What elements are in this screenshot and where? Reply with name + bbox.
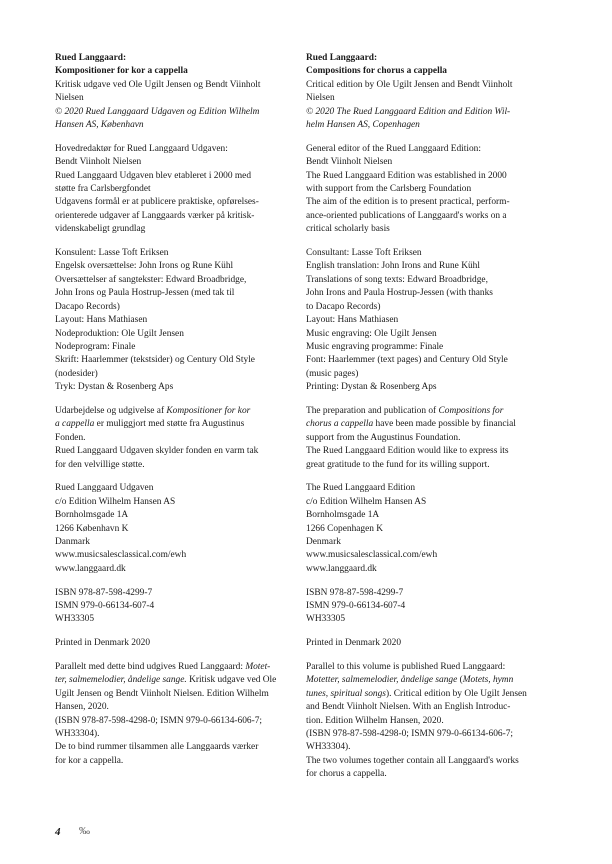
support-text: Udarbejdelse og udgivelse af (55, 405, 167, 416)
editor-line: ance-oriented publications of Langgaard's works on a (306, 210, 507, 221)
support-title-italic: chorus a cappella (306, 419, 374, 430)
isbn-block (55, 587, 283, 627)
credit-line: English translation: John Irons and Rune Kühl (306, 261, 480, 272)
parallel-line: tion. Edition Wilhelm Hansen, 2020. (306, 715, 444, 726)
editor-line: Rued Langgaard Udgaven blev etableret i 2000 med (55, 170, 252, 181)
credit-line: Dacapo Records) (55, 301, 120, 312)
parallel-line: for kor a cappella. (55, 755, 124, 766)
support-block (306, 405, 534, 472)
editor-block (306, 143, 534, 237)
page-footer (55, 825, 90, 838)
address-block (306, 482, 534, 576)
isbn-block (306, 587, 534, 627)
credit-line: Printing: Dystan & Rosenberg Aps (306, 382, 437, 393)
editor-line: orienterede udgaver af Langgaards værker på kritisk- (55, 210, 255, 221)
address-line: Danmark (55, 536, 90, 547)
credit-line: Music engraving programme: Finale (306, 341, 444, 352)
editor-line: The Rued Langgaard Edition was established in 2000 (306, 170, 507, 181)
title-line: Rued Langgaard: (55, 53, 127, 63)
title-line: Kompositioner for kor a cappella (55, 66, 188, 77)
parallel-title-italic: tunes, spiritual songs (306, 688, 386, 699)
parallel-title-italic: ter, salmemelodier, åndelige sange. (55, 675, 187, 686)
support-line (55, 405, 283, 418)
copyright-line: © 2020 Rued Langgaard Udgaven og Edition Wilhelm (55, 106, 260, 117)
copyright-line: helm Hansen AS, Copenhagen (306, 120, 420, 131)
address-line: Bornholmsgade 1A (55, 510, 129, 521)
address-line: c/o Edition Wilhelm Hansen AS (55, 496, 176, 507)
support-title-italic: a cappella (55, 419, 95, 430)
support-line (55, 418, 283, 431)
credit-line: John Irons and Paula Hostrup-Jessen (with thanks (306, 288, 493, 299)
credit-line: Nodeprogram: Finale (55, 341, 136, 352)
address-line: c/o Edition Wilhelm Hansen AS (306, 496, 427, 507)
support-line: for den velvillige støtte. (55, 459, 145, 470)
support-line (306, 418, 534, 431)
parallel-line (306, 674, 534, 687)
support-line: The Rued Langgaard Edition would like to express its (306, 446, 509, 457)
parallel-block (55, 661, 283, 768)
credit-line: Skrift: Haarlemmer (tekstsider) og Century Old Style (55, 355, 255, 366)
isbn-line: WH33305 (55, 614, 95, 625)
parallel-title-italic: Motet- (245, 661, 271, 672)
parallel-line (306, 688, 534, 701)
parallel-line: Ugilt Jensen og Bendt Viinholt Nielsen. Edition Wilhelm (55, 688, 269, 699)
printed-block (55, 637, 283, 650)
support-title-italic: Kompositioner for kor (166, 405, 251, 416)
printed-line: Printed in Denmark 2020 (306, 638, 402, 649)
title-block (55, 52, 283, 132)
support-line: Rued Langgaard Udgaven skylder fonden en varm tak (55, 446, 259, 457)
address-line: Denmark (306, 536, 341, 547)
address-line: Bornholmsgade 1A (306, 510, 380, 521)
address-line: 1266 Copenhagen K (306, 523, 384, 534)
parallel-text: ). Critical edition by Ole Ugilt Jensen (385, 688, 527, 699)
website-link[interactable]: www.langgaard.dk (55, 563, 126, 574)
parallel-line: (ISBN 978-87-598-4298-0; ISMN 979-0-66134-606-7; (306, 729, 514, 740)
left-column-danish (55, 52, 283, 779)
parallel-text: ( (457, 675, 463, 686)
credit-line: Konsulent: Lasse Toft Eriksen (55, 248, 169, 259)
credit-line: Font: Haarlemmer (text pages) and Century Old Style (306, 355, 508, 366)
editor-line: Bendt Viinholt Nielsen (55, 157, 142, 168)
credit-line: Layout: Hans Mathiasen (306, 315, 399, 326)
title-block (306, 52, 534, 132)
parallel-text: Parallelt med dette bind udgives Rued Langgaard: (55, 661, 246, 672)
editor-line: Hovedredaktør for Rued Langgaard Udgaven: (55, 143, 228, 154)
editor-line: critical scholarly basis (306, 224, 390, 235)
support-line: Fonden. (55, 432, 86, 443)
parallel-line: Parallel to this volume is published Rued Langgaard: (306, 661, 506, 672)
right-column-english (306, 52, 534, 792)
support-line: support from the Augustinus Foundation. (306, 432, 461, 443)
editor-line: The aim of the edition is to present practical, perform- (306, 197, 510, 208)
editor-line: videnskabeligt grundlag (55, 224, 146, 235)
page-number: 4 (55, 826, 61, 838)
address-line: Rued Langgaard Udgaven (55, 483, 154, 494)
credit-line: Engelsk oversættelse: John Irons og Rune Kühl (55, 261, 234, 272)
website-link[interactable]: www.langgaard.dk (306, 563, 377, 574)
isbn-line: ISMN 979-0-66134-607-4 (55, 600, 155, 611)
isbn-line: WH33305 (306, 614, 346, 625)
parallel-line: WH33304). (306, 742, 351, 753)
credit-line: Nodeproduktion: Ole Ugilt Jensen (55, 328, 184, 339)
credit-line: John Irons og Paula Hostrup-Jessen (med tak til (55, 288, 235, 299)
publisher-mark-icon: ‰ (79, 825, 90, 837)
support-block (55, 405, 283, 472)
isbn-line: ISBN 978-87-598-4299-7 (55, 587, 153, 598)
credits-block (306, 247, 534, 394)
credit-line: (nodesider) (55, 368, 98, 379)
printed-block (306, 637, 534, 650)
editor-line: Udgavens formål er at publicere praktiske, opførelses- (55, 197, 259, 208)
credit-line: to Dacapo Records) (306, 301, 381, 312)
support-title-italic: Compositions for (438, 405, 504, 416)
website-link[interactable]: www.musicsalesclassical.com/ewh (55, 550, 187, 561)
isbn-line: ISBN 978-87-598-4299-7 (306, 587, 404, 598)
address-line: 1266 København K (55, 523, 129, 534)
edition-line: Nielsen (306, 93, 335, 104)
credits-block (55, 247, 283, 394)
title-line: Rued Langgaard: (306, 53, 378, 63)
editor-line: støtte fra Carlsbergfondet (55, 184, 151, 195)
parallel-line: The two volumes together contain all Langgaard's works (306, 755, 519, 766)
parallel-block (306, 661, 534, 782)
support-text: have been made possible by financial (373, 419, 516, 430)
website-link[interactable]: www.musicsalesclassical.com/ewh (306, 550, 438, 561)
editor-line: Bendt Viinholt Nielsen (306, 157, 393, 168)
isbn-line: ISMN 979-0-66134-607-4 (306, 600, 406, 611)
support-line (306, 405, 534, 418)
printed-line: Printed in Denmark 2020 (55, 638, 151, 649)
parallel-line: Hansen, 2020. (55, 702, 109, 713)
address-line: The Rued Langgaard Edition (306, 483, 416, 494)
parallel-line: WH33304). (55, 729, 100, 740)
credit-line: (music pages) (306, 368, 359, 379)
support-line: great gratitude to the fund for its willing support. (306, 459, 490, 470)
credit-line: Translations of song texts: Edward Broadbridge, (306, 274, 488, 285)
address-block (55, 482, 283, 576)
credit-line: Music engraving: Ole Ugilt Jensen (306, 328, 437, 339)
parallel-text: Kritisk udgave ved Ole (186, 675, 277, 686)
parallel-line (55, 661, 283, 674)
editor-line: General editor of the Rued Langgaard Edition: (306, 143, 481, 154)
parallel-line (55, 674, 283, 687)
parallel-line: and Bendt Viinholt Nielsen. With an English Introduc- (306, 702, 511, 713)
copyright-line: © 2020 The Rued Langgaard Edition and Edition Wil- (306, 106, 511, 117)
copyright-line: Hansen AS, København (55, 120, 144, 131)
credit-line: Consultant: Lasse Toft Eriksen (306, 248, 422, 259)
title-line: Compositions for chorus a cappella (306, 66, 447, 77)
edition-line: Critical edition by Ole Ugilt Jensen and Bendt Viinholt (306, 79, 513, 90)
support-text: er muliggjort med støtte fra Augustinus (94, 419, 245, 430)
parallel-line: for chorus a cappella. (306, 769, 387, 780)
support-text: The preparation and publication of (306, 405, 439, 416)
parallel-line: De to bind rummer tilsammen alle Langgaards værker (55, 742, 259, 753)
edition-line: Nielsen (55, 93, 84, 104)
editor-block (55, 143, 283, 237)
credit-line: Tryk: Dystan & Rosenberg Aps (55, 382, 174, 393)
edition-line: Kritisk udgave ved Ole Ugilt Jensen og Bendt Viinholt (55, 79, 261, 90)
parallel-line: (ISBN 978-87-598-4298-0; ISMN 979-0-66134-606-7; (55, 715, 263, 726)
credit-line: Layout: Hans Mathiasen (55, 315, 148, 326)
parallel-title-italic: Motetter, salmemelodier, åndelige sange (306, 675, 458, 686)
editor-line: with support from the Carlsberg Foundation (306, 184, 472, 195)
parallel-title-italic: Motets, hymn (462, 675, 514, 686)
credit-line: Oversættelser af sangtekster: Edward Broadbridge, (55, 274, 247, 285)
